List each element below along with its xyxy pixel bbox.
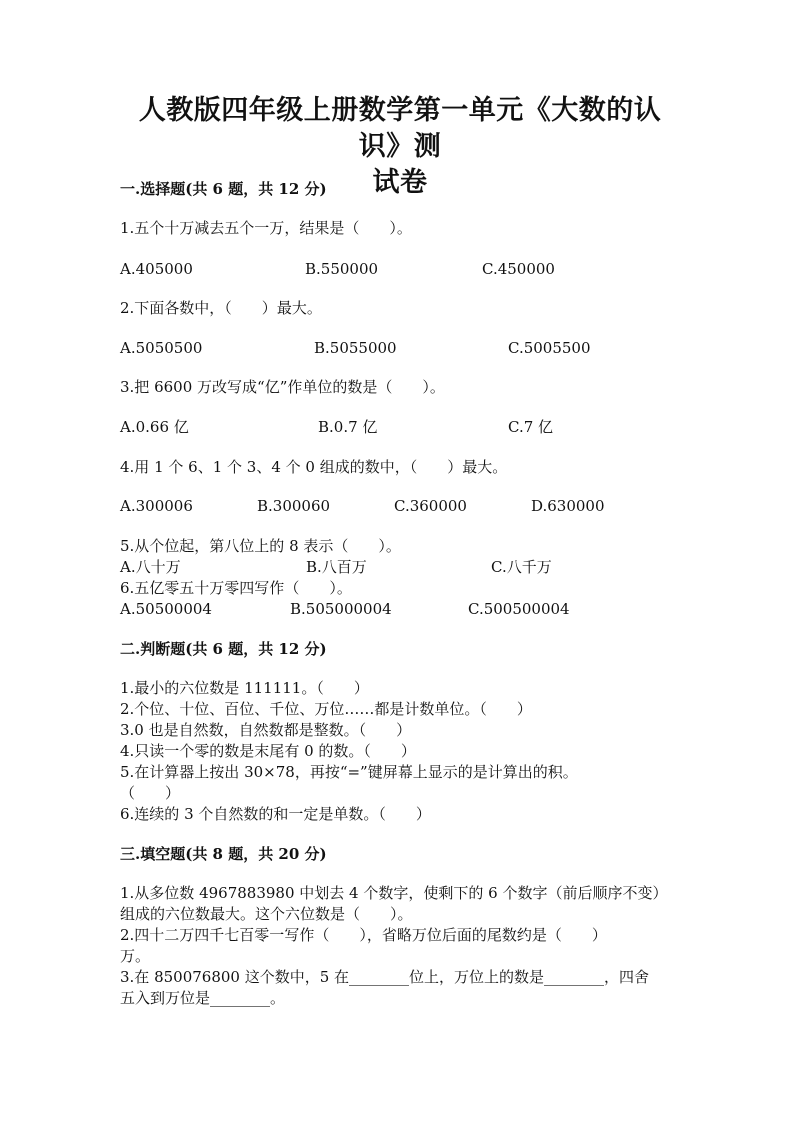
section-heading-judgement: 二.判断题(共 6 题，共 12 分) [120, 640, 327, 658]
section-heading-fill: 三.填空题(共 8 题，共 20 分) [120, 845, 327, 863]
q3-option-a: A.0.66 亿 [120, 418, 189, 436]
judgement-line: 4.只读一个零的数是末尾有 0 的数。（ ） [120, 742, 416, 760]
q6-option-b: B.505000004 [290, 600, 392, 618]
title-line-2: 试卷 [372, 167, 428, 198]
fill-line: 五入到万位是________。 [120, 989, 286, 1007]
question-6: 6.五亿零五十万零四写作（ ）。 [120, 579, 352, 597]
q4-option-d: D.630000 [531, 497, 605, 515]
section-heading-choice: 一.选择题(共 6 题，共 12 分) [120, 180, 327, 198]
q2-option-a: A.5050500 [120, 339, 203, 357]
q6-option-a: A.50500004 [120, 600, 212, 618]
question-2: 2.下面各数中，（ ）最大。 [120, 299, 322, 317]
judgement-line: 6.连续的 3 个自然数的和一定是单数。（ ） [120, 805, 431, 823]
question-3: 3.把 6600 万改写成“亿”作单位的数是（ ）。 [120, 378, 445, 396]
q2-option-c: C.5005500 [508, 339, 591, 357]
judgement-line: 3.0 也是自然数，自然数都是整数。（ ） [120, 721, 412, 739]
q2-option-b: B.5055000 [314, 339, 397, 357]
fill-line: 组成的六位数最大。这个六位数是（ ）。 [120, 905, 413, 923]
q1-option-c: C.450000 [482, 260, 555, 278]
q1-option-b: B.550000 [305, 260, 379, 278]
q4-option-a: A.300006 [120, 497, 193, 515]
judgement-line: 5.在计算器上按出 30×78，再按“=”键屏幕上显示的是计算出的积。 [120, 763, 578, 781]
question-4: 4.用 1 个 6、1 个 3、4 个 0 组成的数中，（ ）最大。 [120, 458, 508, 476]
q3-option-c: C.7 亿 [508, 418, 554, 436]
q5-option-c: C.八千万 [491, 558, 552, 576]
q3-option-b: B.0.7 亿 [318, 418, 378, 436]
fill-line: 1.从多位数 4967883980 中划去 4 个数字，使剩下的 6 个数字（前后顺序不变） [120, 884, 668, 902]
title-line-1: 人教版四年级上册数学第一单元《大数的认识》测 [138, 95, 662, 162]
q4-option-c: C.360000 [394, 497, 467, 515]
question-1: 1.五个十万减去五个一万，结果是（ ）。 [120, 219, 412, 237]
q5-option-a: A.八十万 [120, 558, 181, 576]
q4-option-b: B.300060 [257, 497, 331, 515]
fill-line: 3.在 850076800 这个数中，5 在________位上，万位上的数是________，四舍 [120, 968, 650, 986]
q5-option-b: B.八百万 [306, 558, 367, 576]
judgement-line: 1.最小的六位数是 111111。（ ） [120, 679, 369, 697]
q6-option-c: C.500500004 [468, 600, 570, 618]
judgement-line: （ ） [120, 784, 181, 802]
question-5: 5.从个位起，第八位上的 8 表示（ ）。 [120, 537, 401, 555]
fill-line: 2.四十二万四千七百零一写作（ ），省略万位后面的尾数约是（ ） [120, 926, 607, 944]
judgement-line: 2.个位、十位、百位、千位、万位……都是计数单位。（ ） [120, 700, 532, 718]
fill-line: 万。 [120, 947, 151, 965]
q1-option-a: A.405000 [120, 260, 193, 278]
